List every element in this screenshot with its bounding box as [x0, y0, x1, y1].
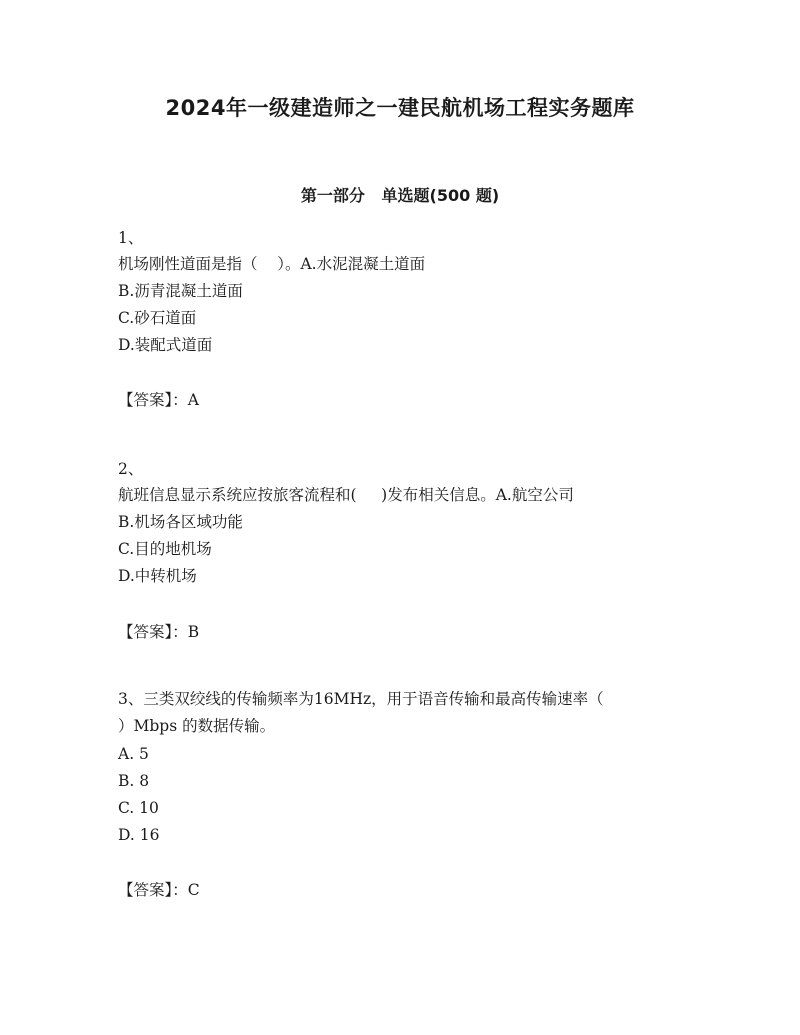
question-1-option-d: D.装配式道面: [118, 336, 213, 354]
question-2-option-c: C.目的地机场: [118, 540, 212, 558]
question-3-option-d: D. 16: [118, 826, 160, 844]
question-3-option-c: C. 10: [118, 799, 159, 817]
question-3-option-b: B. 8: [118, 772, 150, 790]
question-1-stem: 机场刚性道面是指（ ）。A.水泥混凝土道面: [118, 255, 426, 273]
question-3-stem-line-2: ）Mbps 的数据传输。: [118, 717, 276, 735]
question-3-option-a: A. 5: [118, 745, 149, 763]
question-1-answer: 【答案】：A: [118, 391, 199, 409]
section-heading: 第一部分 单选题(500 题): [300, 186, 500, 205]
question-1-number: 1、: [118, 229, 144, 247]
question-2-number: 2、: [118, 460, 144, 478]
question-3-answer: 【答案】：C: [118, 881, 200, 899]
document-title: 2024年一级建造师之一建民航机场工程实务题库: [165, 96, 635, 120]
question-2-option-d: D.中转机场: [118, 567, 197, 585]
question-1-option-c: C.砂石道面: [118, 309, 197, 327]
question-3-stem-line-1: 3、三类双绞线的传输频率为16MHz，用于语音传输和最高传输速率（: [118, 690, 604, 708]
question-2-answer: 【答案】：B: [118, 623, 200, 641]
question-1-option-b: B.沥青混凝土道面: [118, 282, 243, 300]
question-2-stem: 航班信息显示系统应按旅客流程和( )发布相关信息。A.航空公司: [118, 486, 574, 504]
question-2-option-b: B.机场各区域功能: [118, 513, 243, 531]
